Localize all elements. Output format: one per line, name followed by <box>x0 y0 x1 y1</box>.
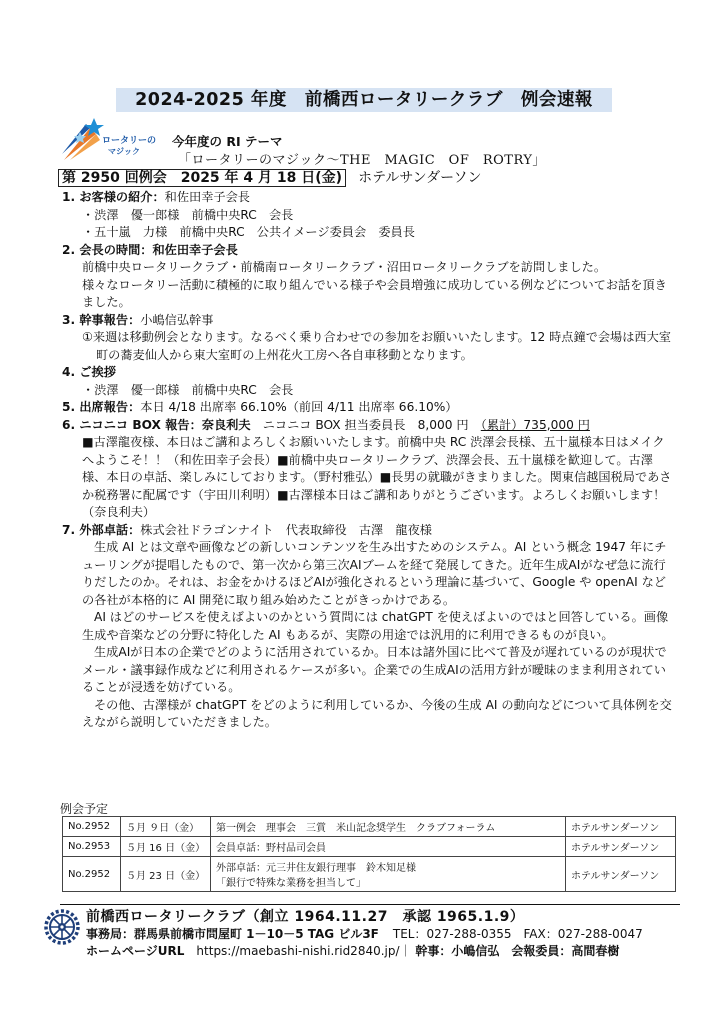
footer-hp-link[interactable]: https://maebashi-nishi.rid2840.jp/ <box>196 944 400 958</box>
section-presenter: 和佐田幸子会長 <box>152 242 238 257</box>
section-presenter: 株式会社ドラゴンナイト 代表取締役 古澤 龍夜様 <box>140 522 432 537</box>
table-row <box>63 837 676 857</box>
footer-divider <box>60 904 680 905</box>
nikoniko-total: （累計）735,000 円 <box>480 417 590 432</box>
schedule-no: No.2953 <box>63 837 121 857</box>
svg-text:マジック: マジック <box>108 147 140 156</box>
schedule-desc-line: 「銀行で特殊な業務を担当して」 <box>216 878 366 889</box>
footer-tel-fax: TEL：027-288-0355 FAX：027-288-0047 <box>392 927 643 941</box>
paragraph: ■古澤龍夜様、本日はご講和よろしくお願いいたします。前橋中央 RC 渋澤会長様、五十嵐様本日はメイクへようこそ！！（和佐田幸子会長）■前橋中央ロータリークラブ、渋澤会長、五十嵐様を歓迎して。古澤様、本日の卓話、楽しみにしております。（野村雅弘）■長男の就職がきまりました。関東信越国税局であさか税務署に配属です（宇田川利明）■古澤様本日はご講和ありがとうございます。よろしくお願いします！（奈良利夫） <box>82 435 672 519</box>
ri-theme-label: 今年度の RI テーマ <box>172 134 283 149</box>
footer-hp-label: ホームページURL <box>86 944 185 958</box>
table-row <box>63 857 676 892</box>
paragraph: ①来週は移動例会となります。なるべく乗り合わせでの参加をお願いいたします。12 時点鐘で会場は西大室町の蕎麦仙人から東大室町の上州花火工房へ各自車移動となります。 <box>82 330 671 362</box>
schedule-no: No.2952 <box>63 857 121 892</box>
schedule-venue: ホテルサンダーソン <box>566 837 676 857</box>
section-presenter: 小嶋信弘幹事 <box>140 312 214 327</box>
section-nikoniko <box>62 417 676 435</box>
schedule-desc <box>211 837 566 857</box>
schedule-desc <box>211 817 566 837</box>
schedule-venue: ホテルサンダーソン <box>566 817 676 837</box>
section-president <box>62 242 676 260</box>
ri-theme: 「ロータリーのマジック～THE MAGIC OF ROTRY」 <box>178 153 546 168</box>
paragraph: 生成 AI とは文章や画像などの新しいコンテンツを生み出すためのシステム。AI という概念 1947 年にチューリングが提唱したもので、第一次から第三次AIブームを経て発展してきた。近年生成AIがなぜ急に流行りだしたのか。それは、お金をかけるほどAIが強化されるという理論に基づいて、Google や openAI などの各社が本格的に AI 開発に取り組み始めたことがきっかけである。 <box>82 540 667 607</box>
section-heading: 2. 会長の時間： <box>62 242 153 257</box>
footer-staff: 幹事：小嶋信弘 会報委員：高間春樹 <box>415 944 620 958</box>
svg-text:ロータリーの: ロータリーの <box>102 136 157 146</box>
section-attendance <box>62 399 676 417</box>
guest-line: ・渋澤 優一郎様 前橋中央RC 会長 <box>82 382 294 397</box>
paragraph: 生成AIが日本の企業でどのように活用されているか。日本は諸外国に比べて普及が遅れているのが現状でメール・議事録作成などに利用されるケースが多い。企業での生成AIの活用方針が曖昧のまま利用されていることが浸透を妨げている。 <box>82 645 667 694</box>
schedule-no: No.2952 <box>63 817 121 837</box>
footer-office <box>86 925 643 942</box>
meeting-venue: ホテルサンダーソン <box>358 170 482 186</box>
table-row <box>63 817 676 837</box>
paragraph: その他、古澤様が chatGPT をどのように利用しているか、今後の生成 AI の動向などについて具体例を交えながら説明していただきました。 <box>82 697 672 729</box>
schedule-desc-line: 第一例会 理事会 三賞 米山記念奨学生 クラブフォーラム <box>216 823 496 834</box>
section-heading: 3. 幹事報告： <box>62 312 141 327</box>
section-greeting <box>62 364 676 382</box>
schedule-desc-line: 会員卓話：野村品司会員 <box>216 843 326 854</box>
footer-address: 事務局：群馬県前橋市問屋町 1－10－5 TAG ビル3F <box>86 927 379 941</box>
section-guests <box>62 189 676 207</box>
meeting-number-date: 第 2950 回例会 2025 年 4 月 18 日(金) <box>58 169 346 187</box>
page-title: 2024-2025 年度 前橋西ロータリークラブ 例会速報 <box>116 88 612 112</box>
report-content <box>62 189 676 732</box>
section-presenter: 和佐田幸子会長 <box>164 190 250 204</box>
footer-homepage: ホームページURL https://maebashi-nishi.rid2840.jp/｜ 幹事：小嶋信弘 会報委員：高間春樹 <box>86 944 620 958</box>
section-heading: 4. ご挨拶 <box>62 365 116 379</box>
section-heading: 6. ニコニコ BOX 報告：奈良利夫 <box>62 417 251 432</box>
schedule-date: ５月 16 日（金） <box>121 837 211 857</box>
section-heading: 7. 外部卓話： <box>62 522 141 537</box>
guest-line: ・五十嵐 力様 前橋中央RC 公共イメージ委員会 委員長 <box>82 225 415 239</box>
section-heading: 5. 出席報告： <box>62 400 141 414</box>
attendance-text: 本日 4/18 出席率 66.10%（前回 4/11 出席率 66.10%） <box>140 400 458 414</box>
paragraph: 前橋中央ロータリークラブ・前橋南ロータリークラブ・沼田ロータリークラブを訪問しました。 <box>82 260 607 274</box>
schedule-desc-line: 外部卓話：元三井住友銀行理事 鈴木知足様 <box>216 863 416 874</box>
schedule-venue: ホテルサンダーソン <box>566 857 676 892</box>
section-secretary <box>62 312 676 330</box>
schedule-label: 例会予定 <box>60 802 109 816</box>
schedule-date: ５月 23 日（金） <box>121 857 211 892</box>
section-heading: 1. お客様の紹介： <box>62 190 165 204</box>
footer-club-name: 前橋西ロータリークラブ（創立 1964.11.27 承認 1965.1.9） <box>86 909 525 925</box>
rotary-wheel-icon <box>44 909 80 945</box>
paragraph: 様々なロータリー活動に積極的に取り組んでいる様子や会員増強に成功している例などについてお話を頂きました。 <box>82 277 667 309</box>
guest-line: ・渋澤 優一郎様 前橋中央RC 会長 <box>82 207 294 222</box>
rotary-magic-logo <box>60 114 170 164</box>
section-talk <box>62 522 676 540</box>
schedule-desc <box>211 857 566 892</box>
schedule-date: ５月 ９日（金） <box>121 817 211 837</box>
nikoniko-amount: ニコニコ BOX 担当委員長 8,000 円 <box>262 417 481 432</box>
paragraph: AI はどのサービスを使えばよいのかという質問には chatGPT を使えばよいのではと回答している。画像生成や音楽などの分野に特化した AI もあるが、実際の用途では汎用的に利用できるものが良い。 <box>82 610 669 642</box>
meeting-info <box>58 167 482 187</box>
schedule-table <box>62 816 676 892</box>
